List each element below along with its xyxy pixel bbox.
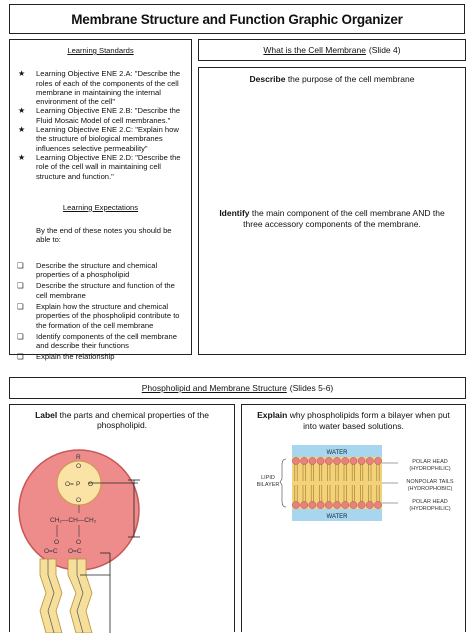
polar-head (317, 501, 324, 508)
polar-head (325, 501, 332, 508)
polar-head-label: POLAR HEAD (412, 459, 448, 465)
standard-item: ★ Learning Objective ENE 2.D: "Describe the role of the cell wall in maintaining cell structure and function." (18, 152, 181, 181)
standard-item: ★ Learning Objective ENE 2.A: "Describe the roles of each of the components of the cell membrane in maintaining the internal environment of the cell" (18, 69, 181, 107)
expectation-item: ❏ Explain the relationship (17, 352, 115, 362)
cell-membrane-title: What is the Cell Membrane (263, 45, 366, 55)
checkbox-icon: ❏ (17, 281, 24, 291)
label-prompt: Label the parts and chemical properties of the phospholipid. (35, 410, 209, 430)
checkbox-icon: ❏ (17, 331, 24, 341)
checkbox-icon: ❏ (17, 260, 24, 270)
polar-head (374, 457, 381, 464)
polar-head (333, 457, 340, 464)
explain-bilayer-box[interactable] (241, 404, 466, 632)
phospholipid-header (9, 377, 466, 399)
cell-membrane-slides: (Slide 4) (368, 45, 401, 55)
polar-head (342, 501, 349, 508)
bilayer-label: BILAYER (256, 482, 280, 488)
expectation-item: ❏ Describe the structure and function of the cell membrane (17, 281, 175, 300)
polar-head (309, 501, 316, 508)
polar-head (342, 457, 349, 464)
standard-item: ★ Learning Objective ENE 2.B: "Describe the Fluid Mosaic Model of cell membranes." (18, 106, 181, 125)
polar-head (350, 501, 357, 508)
r-group-label: R (76, 454, 81, 461)
cell-membrane-answer-area[interactable] (198, 67, 466, 355)
star-icon: ★ (18, 106, 26, 116)
explain-prompt: Explain why phospholipids form a bilayer when put into water based solutions. (257, 410, 450, 431)
describe-prompt: Describe the purpose of the cell membrane (249, 74, 415, 84)
lipid-bilayer-diagram (242, 443, 466, 523)
polar-head (366, 457, 373, 464)
oxygen-label: O (76, 497, 82, 504)
carbonyl-label: O=C (68, 548, 82, 555)
polar-head (317, 457, 324, 464)
standards-list (16, 69, 185, 181)
oxygen-label: O (88, 481, 94, 488)
polar-head (333, 501, 340, 508)
label-phospholipid-box[interactable] (9, 404, 235, 632)
polar-head (374, 501, 381, 508)
carbonyl-label: O=C (44, 548, 58, 555)
water-label: WATER (326, 514, 348, 520)
identify-prompt: Identify the main component of the cell membrane AND the three accessory components of the membrane. (219, 208, 445, 229)
oxygen-label: O (76, 463, 82, 470)
phospholipid-slides: (Slides 5-6) (289, 383, 334, 393)
water-label: WATER (326, 450, 348, 456)
hydrophobic-label: (HYDROPHOBIC) (407, 486, 453, 492)
cell-membrane-header (198, 39, 466, 61)
hydrophilic-label: (HYDROPHILIC) (409, 506, 451, 512)
learning-panel (9, 39, 192, 362)
lipid-label: LIPID (261, 475, 275, 481)
phospholipid-title: Phospholipid and Membrane Structure (141, 383, 287, 393)
polar-head (292, 501, 299, 508)
glycerol-label: CH₂—CH—CH₂ (50, 517, 97, 524)
polar-head (292, 457, 299, 464)
star-icon: ★ (18, 125, 26, 135)
expectation-item: ❏ Explain how the structure and chemical properties of the phospholipid contribute to the formation of the cell membrane (17, 301, 180, 330)
star-icon: ★ (18, 69, 26, 79)
polar-head (358, 457, 365, 464)
polar-head (301, 457, 308, 464)
polar-head (358, 501, 365, 508)
checkbox-icon: ❏ (17, 352, 24, 362)
title-bar (9, 4, 465, 34)
nonpolar-tails-label: NONPOLAR TAILS (406, 479, 454, 485)
oxygen-double-label: O= (65, 481, 74, 488)
expectations-heading: Learning Expectations (62, 202, 139, 212)
expectations-intro: By the end of these notes you should be able to: (36, 226, 172, 245)
phospholipid-diagram (10, 425, 234, 633)
oxygen-label: O (54, 539, 60, 546)
polar-head (309, 457, 316, 464)
page-title: Membrane Structure and Function Graphic Organizer (71, 11, 403, 27)
polar-head (350, 457, 357, 464)
polar-head (301, 501, 308, 508)
polar-head-label: POLAR HEAD (412, 499, 448, 505)
expectation-item: ❏ Describe the structure and chemical properties of a phospholipid (17, 260, 158, 280)
expectation-item: ❏ Identify components of the cell membrane and describe their functions (17, 331, 177, 351)
standard-item: ★ Learning Objective ENE 2.C: "Explain how the structure of biological membranes influences selective permeability" (18, 125, 179, 153)
expectations-list (16, 261, 185, 362)
checkbox-icon: ❏ (17, 301, 24, 311)
polar-head (325, 457, 332, 464)
star-icon: ★ (18, 152, 26, 162)
oxygen-label: O (76, 539, 82, 546)
standards-heading: Learning Standards (67, 46, 134, 55)
polar-head (366, 501, 373, 508)
hydrophilic-label: (HYDROPHILIC) (409, 466, 451, 472)
phosphorus-label: P (76, 481, 81, 488)
